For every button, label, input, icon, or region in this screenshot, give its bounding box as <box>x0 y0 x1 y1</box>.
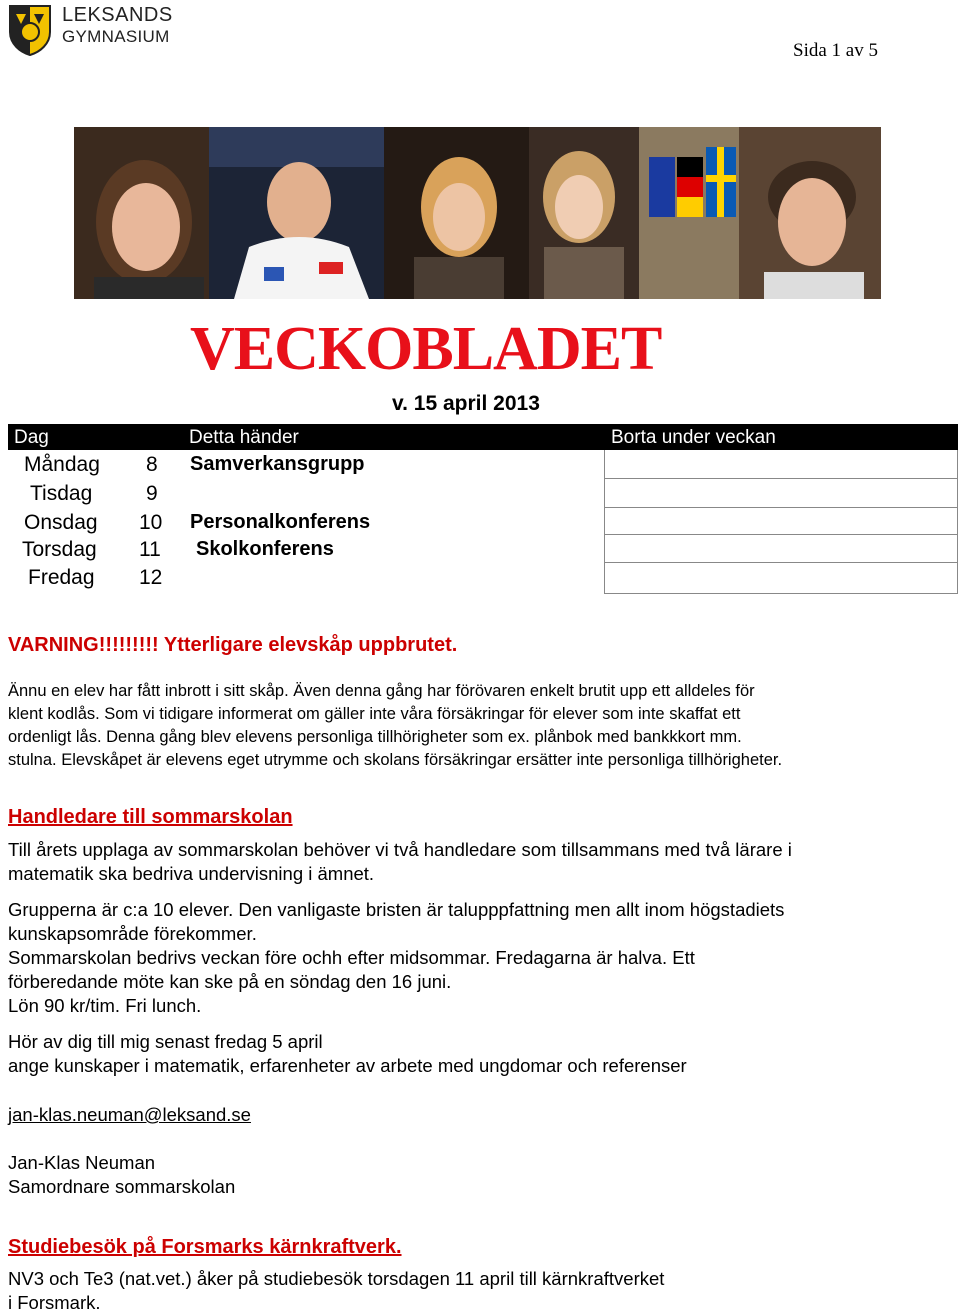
text-line: förberedande möte kan ske på en söndag den 16 juni. <box>8 971 452 992</box>
row-event: Samverkansgrupp <box>190 453 365 475</box>
page-number: Sida 1 av 5 <box>793 40 878 61</box>
table-divider <box>604 534 958 535</box>
row-date: 8 <box>146 453 158 476</box>
contact-email-link[interactable]: jan-klas.neuman@leksand.se <box>8 1104 251 1125</box>
row-day: Torsdag <box>22 538 97 561</box>
row-date: 10 <box>139 511 163 534</box>
summer-school-contact <box>8 1030 948 1078</box>
summer-school-intro <box>8 838 948 886</box>
student-photos <box>74 127 881 299</box>
row-day: Onsdag <box>24 511 98 534</box>
warning-line: klent kodlås. Som vi tidigare informerat om gäller inte våra försäkringar för elever som inte skaffat ett <box>8 705 741 723</box>
text-line: Hör av dig till mig senast fredag 5 april <box>8 1031 323 1052</box>
table-row <box>8 563 958 593</box>
row-date: 11 <box>139 538 161 561</box>
row-day: Fredag <box>28 566 95 589</box>
table-divider <box>604 478 958 479</box>
table-row <box>8 535 958 562</box>
row-date: 9 <box>146 482 158 505</box>
table-header <box>8 424 958 450</box>
signature-role: Samordnare sommarskolan <box>8 1176 236 1197</box>
table-divider <box>604 562 958 563</box>
text-line: i Forsmark. <box>8 1292 101 1313</box>
signature <box>8 1151 948 1199</box>
text-line: Grupperna är c:a 10 elever. Den vanligaste bristen är talupppfattning men allt inom högstadiets <box>8 899 785 920</box>
warning-line: stulna. Elevskåpet är elevens eget utrymme och skolans försäkringar ersätter inte personliga tillhörigheter. <box>8 751 783 769</box>
table-divider <box>604 593 958 594</box>
warning-line: ordenligt lås. Denna gång blev elevens personliga tillhörigheter som ex. plånbok med bankkkort mm. <box>8 728 742 746</box>
text-line: Sommarskolan bedrivs veckan före ochh efter midsommar. Fredagarna är halva. Ett <box>8 947 695 968</box>
row-date: 12 <box>139 566 163 589</box>
table-row <box>8 450 958 478</box>
header-events: Detta händer <box>189 427 299 448</box>
study-visit-heading: Studiebesök på Forsmarks kärnkraftverk. <box>8 1236 402 1258</box>
signature-name: Jan-Klas Neuman <box>8 1152 156 1173</box>
warning-line: Ännu en elev har fått inbrott i sitt skåp. Även denna gång har förövaren enkelt brutit upp ett alldeles för <box>8 682 755 700</box>
text-line: ange kunskaper i matematik, erfarenheter av arbete med ungdomar och referenser <box>8 1055 687 1076</box>
row-event: Personalkonferens <box>190 511 371 533</box>
text-line: NV3 och Te3 (nat.vet.) åker på studiebesök torsdagen 11 april till kärnkraftverket <box>8 1268 665 1289</box>
table-divider <box>604 450 605 594</box>
text-line: Lön 90 kr/tim. Fri lunch. <box>8 995 202 1016</box>
table-row <box>8 508 958 535</box>
week-date: v. 15 april 2013 <box>392 392 540 415</box>
text-line: kunskapsområde förekommer. <box>8 923 257 944</box>
table-row <box>8 479 958 507</box>
logo-name-line1: LEKSANDS <box>62 4 173 26</box>
text-line: Till årets upplaga av sommarskolan behöver vi två handledare som tillsammans med två lärare i <box>8 839 792 860</box>
school-crest-icon <box>6 2 56 56</box>
row-day: Tisdag <box>30 482 93 505</box>
row-day: Måndag <box>24 453 100 476</box>
summer-school-details <box>8 898 948 1018</box>
newsletter-title: VECKOBLADET <box>190 315 662 383</box>
photo-banner <box>74 127 881 299</box>
summer-school-heading: Handledare till sommarskolan <box>8 806 293 828</box>
study-visit-text <box>8 1267 948 1315</box>
row-event: Skolkonferens <box>196 538 334 560</box>
table-divider <box>604 507 958 508</box>
header-day: Dag <box>14 427 49 448</box>
warning-heading: VARNING!!!!!!!!! Ytterligare elevskåp uppbrutet. <box>8 634 458 656</box>
logo-name-line2: GYMNASIUM <box>62 27 170 46</box>
text-line: matematik ska bedriva undervisning i ämnet. <box>8 863 375 884</box>
warning-text <box>8 680 948 772</box>
header-away: Borta under veckan <box>611 427 776 448</box>
table-divider <box>957 450 958 594</box>
